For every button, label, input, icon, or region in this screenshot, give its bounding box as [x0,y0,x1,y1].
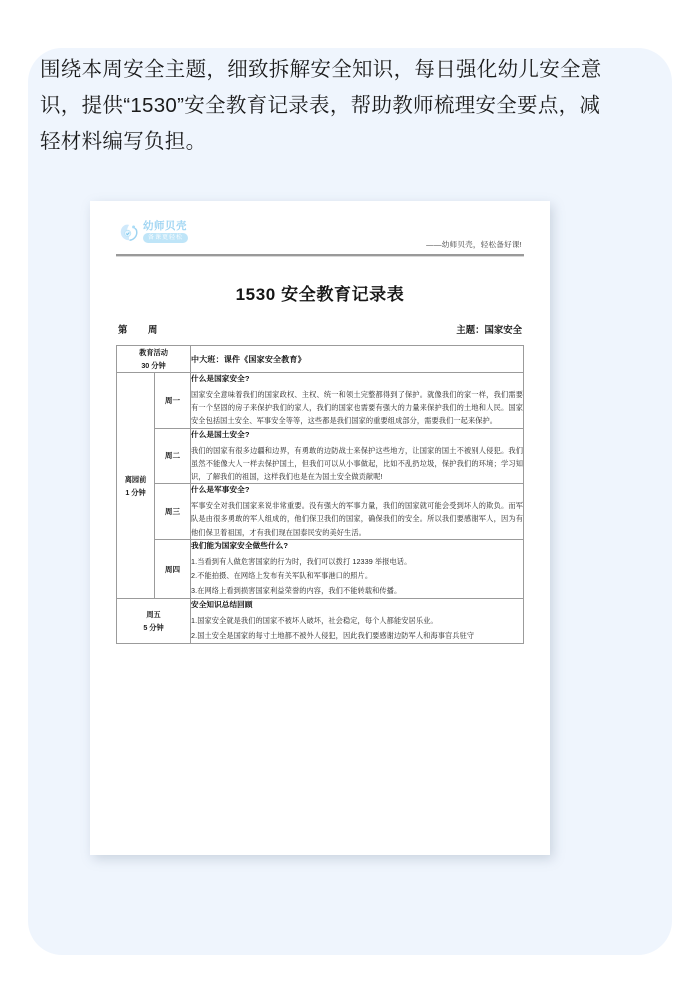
document-sheet [90,201,550,855]
table-row-monday [117,373,524,429]
theme-field: 主题：国家安全 [456,324,522,335]
table-row-friday [117,599,524,644]
activity-label-line1: 教育活动 [139,348,168,357]
activity-label-line2: 30 分钟 [141,361,166,370]
week-field: 第 周 [118,324,167,335]
shell-icon [118,221,140,243]
summary-title: 安全知识总结回顾 [191,600,253,610]
activity-time-label [117,346,191,373]
activity-content: 中大班：课件《国家安全教育》 [191,346,524,373]
day-label-thursday: 周四 [155,539,191,599]
brand-logo [118,221,188,243]
day-title-tuesday: 什么是国土安全? [191,429,250,439]
document-body [116,219,524,845]
day-text-monday: 国家安全意味着我们的国家政权、主权、统一和领土完整都得到了保护。就像我们的家一样，我们需要有一个坚固的房子来保护我们的家人，我们的国家也需要有强大的力量来保护我们的土地和人民。国家安全包括国土安全、军事安全等等，这些都是我们国家的重要组成部分，需要我们一起来保护。 [191,390,523,426]
day-label-monday: 周一 [155,373,191,429]
day-title-monday: 什么是国家安全? [191,374,250,383]
day-title-thursday: 我们能为国家安全做些什么? [191,540,289,550]
brand-tagline: ——幼师贝壳，轻松备好课! [426,240,522,249]
table-row-wednesday [117,484,524,540]
dismissal-label-line1: 离园前 [124,474,147,484]
day-content-wednesday [191,484,524,540]
day-content-tuesday [191,428,524,484]
summary-line-2: 2.国土安全是国家的每寸土地都不被外人侵犯，因此我们要感谢边防军人和海事官兵驻守 [191,630,475,640]
summary-time-label [117,599,191,644]
table-row-tuesday [117,428,524,484]
intro-paragraph: 围绕本周安全主题，细致拆解安全知识，每日强化幼儿安全意识，提供“1530”安全教育记录表，帮助教师梳理安全要点，减轻材料编写负担。 [40,58,602,153]
dismissal-time-label [117,373,155,599]
table-row-activity [117,346,524,373]
dismissal-label-line2: 1 分钟 [125,487,146,497]
day-content-monday [191,373,524,429]
header-divider [116,254,524,257]
summary-label-line1: 周五 [146,610,161,620]
brand-subtitle: 备课更轻松 [143,233,188,243]
day-line-thursday-1: 1.当看到有人做危害国家的行为时，我们可以拨打 12339 举报电话。 [191,556,412,566]
day-text-tuesday: 我们的国家有很多边疆和边界，有勇敢的边防战士来保护这些地方，让国家的国土不被别人侵犯。我们虽然不能像大人一样去保护国土，但我们可以从小事做起，比如不乱扔垃圾，保护我们的环境；学习知识，了解我们的祖国，这样我们也是在为国土安全做贡献呢! [191,445,523,482]
day-label-wednesday: 周三 [155,484,191,540]
day-line-thursday-3: 3.在网络上看到损害国家利益荣誉的内容，我们不能转载和传播。 [191,585,402,595]
letterhead [116,219,524,259]
document-title: 1530 安全教育记录表 [235,285,405,304]
brand-name: 幼师贝壳 [143,220,187,232]
day-text-wednesday: 军事安全对我们国家来说非常重要。没有强大的军事力量，我们的国家就可能会受到坏人的欺负。而军队是由很多勇敢的军人组成的，他们保卫我们的国家，确保我们的安全。所以我们要感谢军人，因为有他们保卫着祖国，才有我们现在国泰民安的美好生活。 [191,501,523,537]
summary-label-line2: 5 分钟 [143,623,164,633]
record-table [116,345,524,644]
day-content-thursday [191,539,524,599]
brand-wordmark [143,221,188,243]
day-label-tuesday: 周二 [155,428,191,484]
summary-content [191,599,524,644]
document-meta [116,322,524,336]
summary-line-1: 1.国家安全就是我们的国家不被坏人破坏，社会稳定，每个人都能安居乐业。 [191,616,438,626]
day-line-thursday-2: 2.不能拍摄、在网络上发布有关军队和军事港口的照片。 [191,571,373,581]
day-title-wednesday: 什么是军事安全? [191,485,250,495]
table-row-thursday [117,539,524,599]
